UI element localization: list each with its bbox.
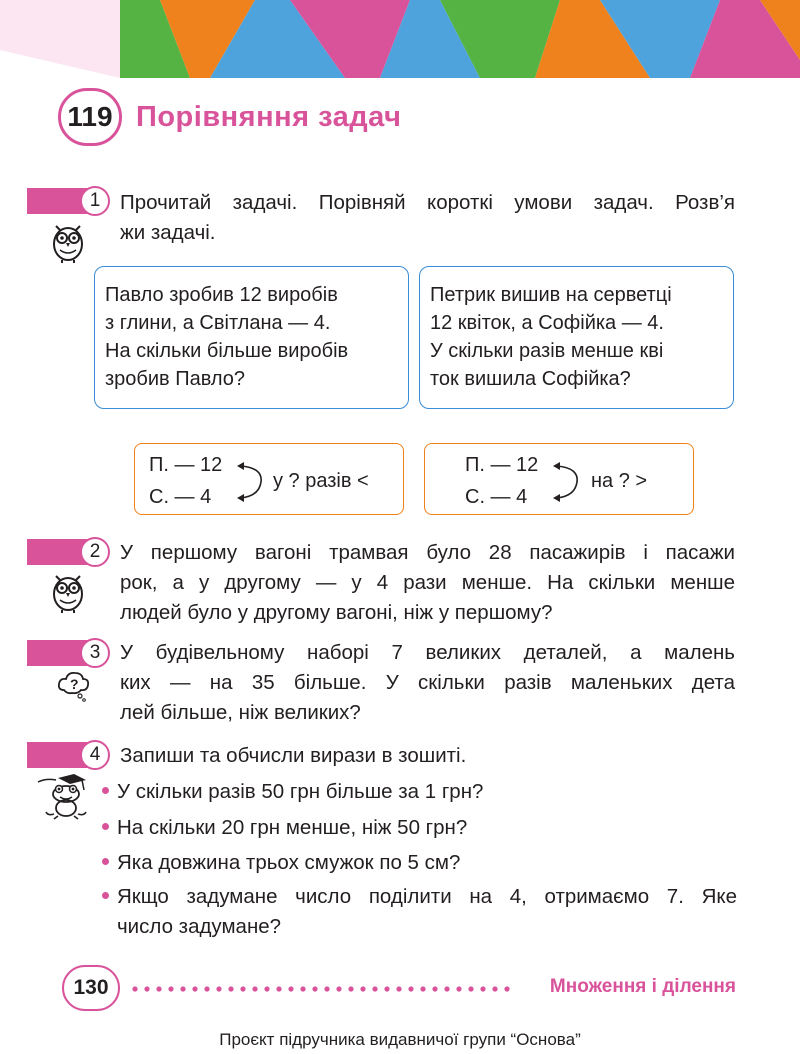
graduate-frog-icon: [36, 772, 96, 820]
scheme-row-1: П. — 12: [149, 454, 223, 476]
scheme-row-2: С. — 4: [465, 486, 528, 508]
task-1-line: Прочитай задачі. Порівняй короткі умови задач. Розв’я: [120, 191, 735, 214]
task-2-line: У першому вагоні трамвая було 28 пасажирів і пасажи: [120, 541, 735, 564]
divider-dot: [168, 986, 173, 991]
publisher-note: Проєкт підручника видавничої групи “Основа”: [219, 1030, 581, 1049]
divider-dot: [288, 986, 293, 991]
task-2-text: [120, 538, 735, 628]
divider-dot: [264, 986, 269, 991]
divider-dot: [276, 986, 281, 991]
bullet-text: Яка довжина трьох смужок по 5 см?: [117, 851, 461, 874]
divider-dot: [468, 986, 473, 991]
task-1-number: 1: [80, 186, 110, 216]
bullet-text: Якщо задумане число поділити на 4, отримаємо 7. Яке: [117, 885, 737, 908]
bullet-icon: [102, 892, 109, 899]
problem-box-line: На скільки більше виробів: [105, 340, 349, 362]
owl-icon: [50, 570, 86, 614]
comparison-bracket-icon: [551, 458, 585, 504]
problem-box-2: [419, 266, 734, 409]
page-number: 130: [62, 965, 120, 1011]
problem-box-line: з глини, а Світлана — 4.: [105, 312, 331, 334]
divider-dot: [156, 986, 161, 991]
divider-dot: [300, 986, 305, 991]
divider-dot: [144, 986, 149, 991]
bullet-text: У скільки разів 50 грн більше за 1 грн?: [117, 780, 484, 803]
owl-icon: [50, 220, 86, 264]
task-4-line: Запиши та обчисли вирази в зошиті.: [120, 744, 467, 767]
divider-dot: [324, 986, 329, 991]
task-3-number: 3: [80, 638, 110, 668]
bullet-icon: [102, 787, 109, 794]
divider-dot: [180, 986, 185, 991]
lesson-number: 119: [58, 88, 122, 146]
bullet-icon: [102, 823, 109, 830]
task-4-text: [120, 741, 735, 771]
scheme-question: на ? >: [591, 470, 648, 492]
scheme-row-2: С. — 4: [149, 486, 212, 508]
chapter-title: Множення і ділення: [549, 976, 736, 997]
divider-dot: [192, 986, 197, 991]
lesson-header: [58, 88, 401, 146]
task-2-number: 2: [80, 537, 110, 567]
divider-dot: [252, 986, 257, 991]
svg-text:?: ?: [70, 676, 79, 692]
divider-dot: [504, 986, 509, 991]
problem-box-line: 12 квіток, а Софійка — 4.: [430, 312, 664, 334]
divider-dot: [456, 986, 461, 991]
divider-dot: [336, 986, 341, 991]
task-4-number: 4: [80, 740, 110, 770]
dotted-divider: [130, 984, 515, 994]
divider-dot: [240, 986, 245, 991]
divider-dot: [492, 986, 497, 991]
task-1-text: [120, 188, 735, 248]
short-condition-2: [424, 443, 694, 515]
task-1-line: жи задачі.: [120, 221, 216, 244]
problem-box-1: [94, 266, 409, 409]
divider-dot: [420, 986, 425, 991]
divider-dot: [348, 986, 353, 991]
divider-dot: [372, 986, 377, 991]
divider-dot: [312, 986, 317, 991]
task-2-line: рок, а у другому — у 4 рази менше. На скільки менше: [120, 571, 735, 594]
bullet-text: число задумане?: [117, 915, 282, 938]
list-item: [102, 848, 737, 878]
task-3-text: [120, 638, 735, 728]
list-item: [102, 813, 737, 843]
divider-dot: [384, 986, 389, 991]
comparison-bracket-icon: [235, 458, 269, 504]
divider-dot: [132, 986, 137, 991]
bullet-text: На скільки 20 грн менше, ніж 50 грн?: [117, 816, 468, 839]
problem-box-line: У скільки разів менше кві: [430, 340, 664, 362]
divider-dot: [480, 986, 485, 991]
problem-box-line: зробив Павло?: [105, 368, 246, 390]
problem-box-line: Павло зробив 12 виробів: [105, 284, 338, 306]
header-decoration: [0, 0, 800, 78]
divider-dot: [204, 986, 209, 991]
divider-dot: [432, 986, 437, 991]
problem-box-line: ток вишила Софійка?: [430, 368, 631, 390]
divider-dot: [396, 986, 401, 991]
divider-dot: [444, 986, 449, 991]
bullet-icon: [102, 858, 109, 865]
task-3-line: У будівельному наборі 7 великих деталей, а малень: [120, 641, 735, 664]
page-title: Порівняння задач: [136, 100, 402, 133]
list-item: [102, 777, 737, 807]
list-item: [102, 882, 737, 942]
task-3-line: ких — на 35 більше. У скільки разів маленьких дета: [120, 671, 735, 694]
scheme-question: у ? разів <: [273, 470, 369, 492]
divider-dot: [216, 986, 221, 991]
divider-dot: [408, 986, 413, 991]
divider-dot: [360, 986, 365, 991]
scheme-row-1: П. — 12: [465, 454, 539, 476]
thinking-cloud-icon: [56, 668, 92, 704]
task-3-line: лей більше, ніж великих?: [120, 701, 361, 724]
problem-box-line: Петрик вишив на серветці: [430, 284, 672, 306]
divider-dot: [228, 986, 233, 991]
short-condition-1: [134, 443, 404, 515]
task-2-line: людей було у другому вагоні, ніж у першому?: [120, 601, 553, 624]
